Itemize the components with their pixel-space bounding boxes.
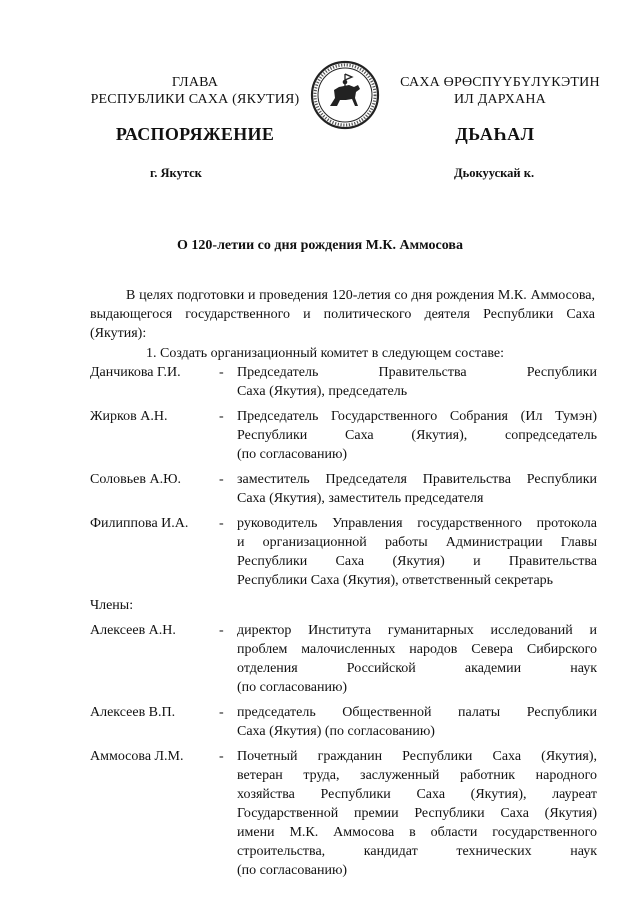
member-role-line: Председатель Государственного Собрания (Ил Тумэн): [237, 409, 597, 424]
member-role-line: отделения Российской академии наук: [237, 661, 597, 676]
member-role-line: проблем малочисленных народов Севера Сибирского: [237, 642, 597, 657]
member-role-line: строительства, кандидат технических наук: [237, 844, 597, 859]
member-role-line: заместитель Председателя Правительства Республики: [237, 472, 597, 487]
issuer-sah: [385, 74, 615, 108]
member-role-line: руководитель Управления государственного протокола: [237, 516, 597, 531]
member-dash: -: [219, 705, 224, 720]
issuer-ru: [80, 74, 310, 108]
member-dash: -: [219, 749, 224, 764]
item-1-text: 1. Создать организационный комитет в следующем составе:: [146, 346, 504, 361]
member-name: Соловьев А.Ю.: [90, 472, 181, 487]
issuer-sah-line1: САХА ӨРӨСПҮҮБҮЛҮКЭТИН: [400, 75, 600, 90]
member-role-line: (по согласованию): [237, 863, 348, 878]
member-dash: -: [219, 409, 224, 424]
intro-paragraph: В целях подготовки и проведения 120-летия со дня рождения М.К. Аммосова, выдающегося государственного и политического деятеля Республики Саха (Якутия):: [90, 288, 595, 341]
members-label: Члены:: [90, 598, 134, 613]
member-row: [90, 747, 597, 880]
member-role-line: Председатель Правительства Республики: [237, 365, 597, 380]
member-role: [237, 407, 597, 464]
member-role: [237, 363, 597, 401]
member-role-line: Саха (Якутия) (по согласованию): [237, 724, 435, 739]
document-title: О 120-летии со дня рождения М.К. Аммосова: [177, 238, 463, 253]
city-ru: г. Якутск: [150, 166, 202, 180]
member-role: [237, 747, 597, 880]
member-row: [90, 407, 597, 464]
issuer-sah-line2: ИЛ ДАРХАНА: [453, 92, 546, 107]
member-name: Филиппова И.А.: [90, 516, 189, 531]
member-name: Аммосова Л.М.: [90, 749, 184, 764]
doc-type-ru: РАСПОРЯЖЕНИЕ: [115, 124, 275, 144]
city-sah: Дьокуускай к.: [454, 166, 535, 180]
member-row: [90, 621, 597, 697]
member-row: [90, 514, 597, 590]
member-row: [90, 703, 597, 741]
member-row: [90, 470, 597, 508]
member-role-line: ветеран труда, заслуженный работник народного: [237, 768, 597, 783]
republic-emblem-icon: [308, 60, 382, 130]
member-role-line: Почетный гражданин Республики Саха (Якутия),: [237, 749, 597, 764]
issuer-ru-line2: РЕСПУБЛИКИ САХА (ЯКУТИЯ): [90, 92, 300, 107]
member-dash: -: [219, 516, 224, 531]
doc-type-sah: ДЬАҺАЛ: [455, 124, 535, 144]
member-name: Данчикова Г.И.: [90, 365, 181, 380]
members-list: [90, 621, 597, 880]
member-name: Алексеев А.Н.: [90, 623, 176, 638]
member-role-line: Республики Саха (Якутия), ответственный секретарь: [237, 573, 554, 588]
member-role-line: хозяйства Республики Саха (Якутия), лауреат: [237, 787, 597, 802]
member-role-line: Саха (Якутия), председатель: [237, 384, 408, 399]
member-role-line: Государственной премии Республики Саха (Якутия): [237, 806, 597, 821]
member-role: [237, 514, 597, 590]
member-role: [237, 703, 597, 741]
member-name: Жирков А.Н.: [90, 409, 168, 424]
member-row: [90, 363, 597, 401]
member-role-line: имени М.К. Аммосова в области государственного: [237, 825, 597, 840]
member-role-line: директор Института гуманитарных исследований и: [237, 623, 597, 638]
member-role-line: Республики Саха (Якутия), сопредседатель: [237, 428, 597, 443]
member-role-line: (по согласованию): [237, 447, 348, 462]
member-role-line: Саха (Якутия), заместитель председателя: [237, 491, 484, 506]
member-dash: -: [219, 472, 224, 487]
member-dash: -: [219, 623, 224, 638]
member-name: Алексеев В.П.: [90, 705, 176, 720]
member-role-line: (по согласованию): [237, 680, 348, 695]
member-role: [237, 621, 597, 697]
member-role-line: Республики Саха (Якутия) и Правительства: [237, 554, 597, 569]
member-role-line: председатель Общественной палаты Республики: [237, 705, 597, 720]
member-role-line: и организационной работы Администрации Главы: [237, 535, 597, 550]
issuer-ru-line1: ГЛАВА: [171, 75, 219, 90]
committee-list: [90, 363, 597, 886]
leadership-list: [90, 363, 597, 590]
member-role: [237, 470, 597, 508]
member-dash: -: [219, 365, 224, 380]
